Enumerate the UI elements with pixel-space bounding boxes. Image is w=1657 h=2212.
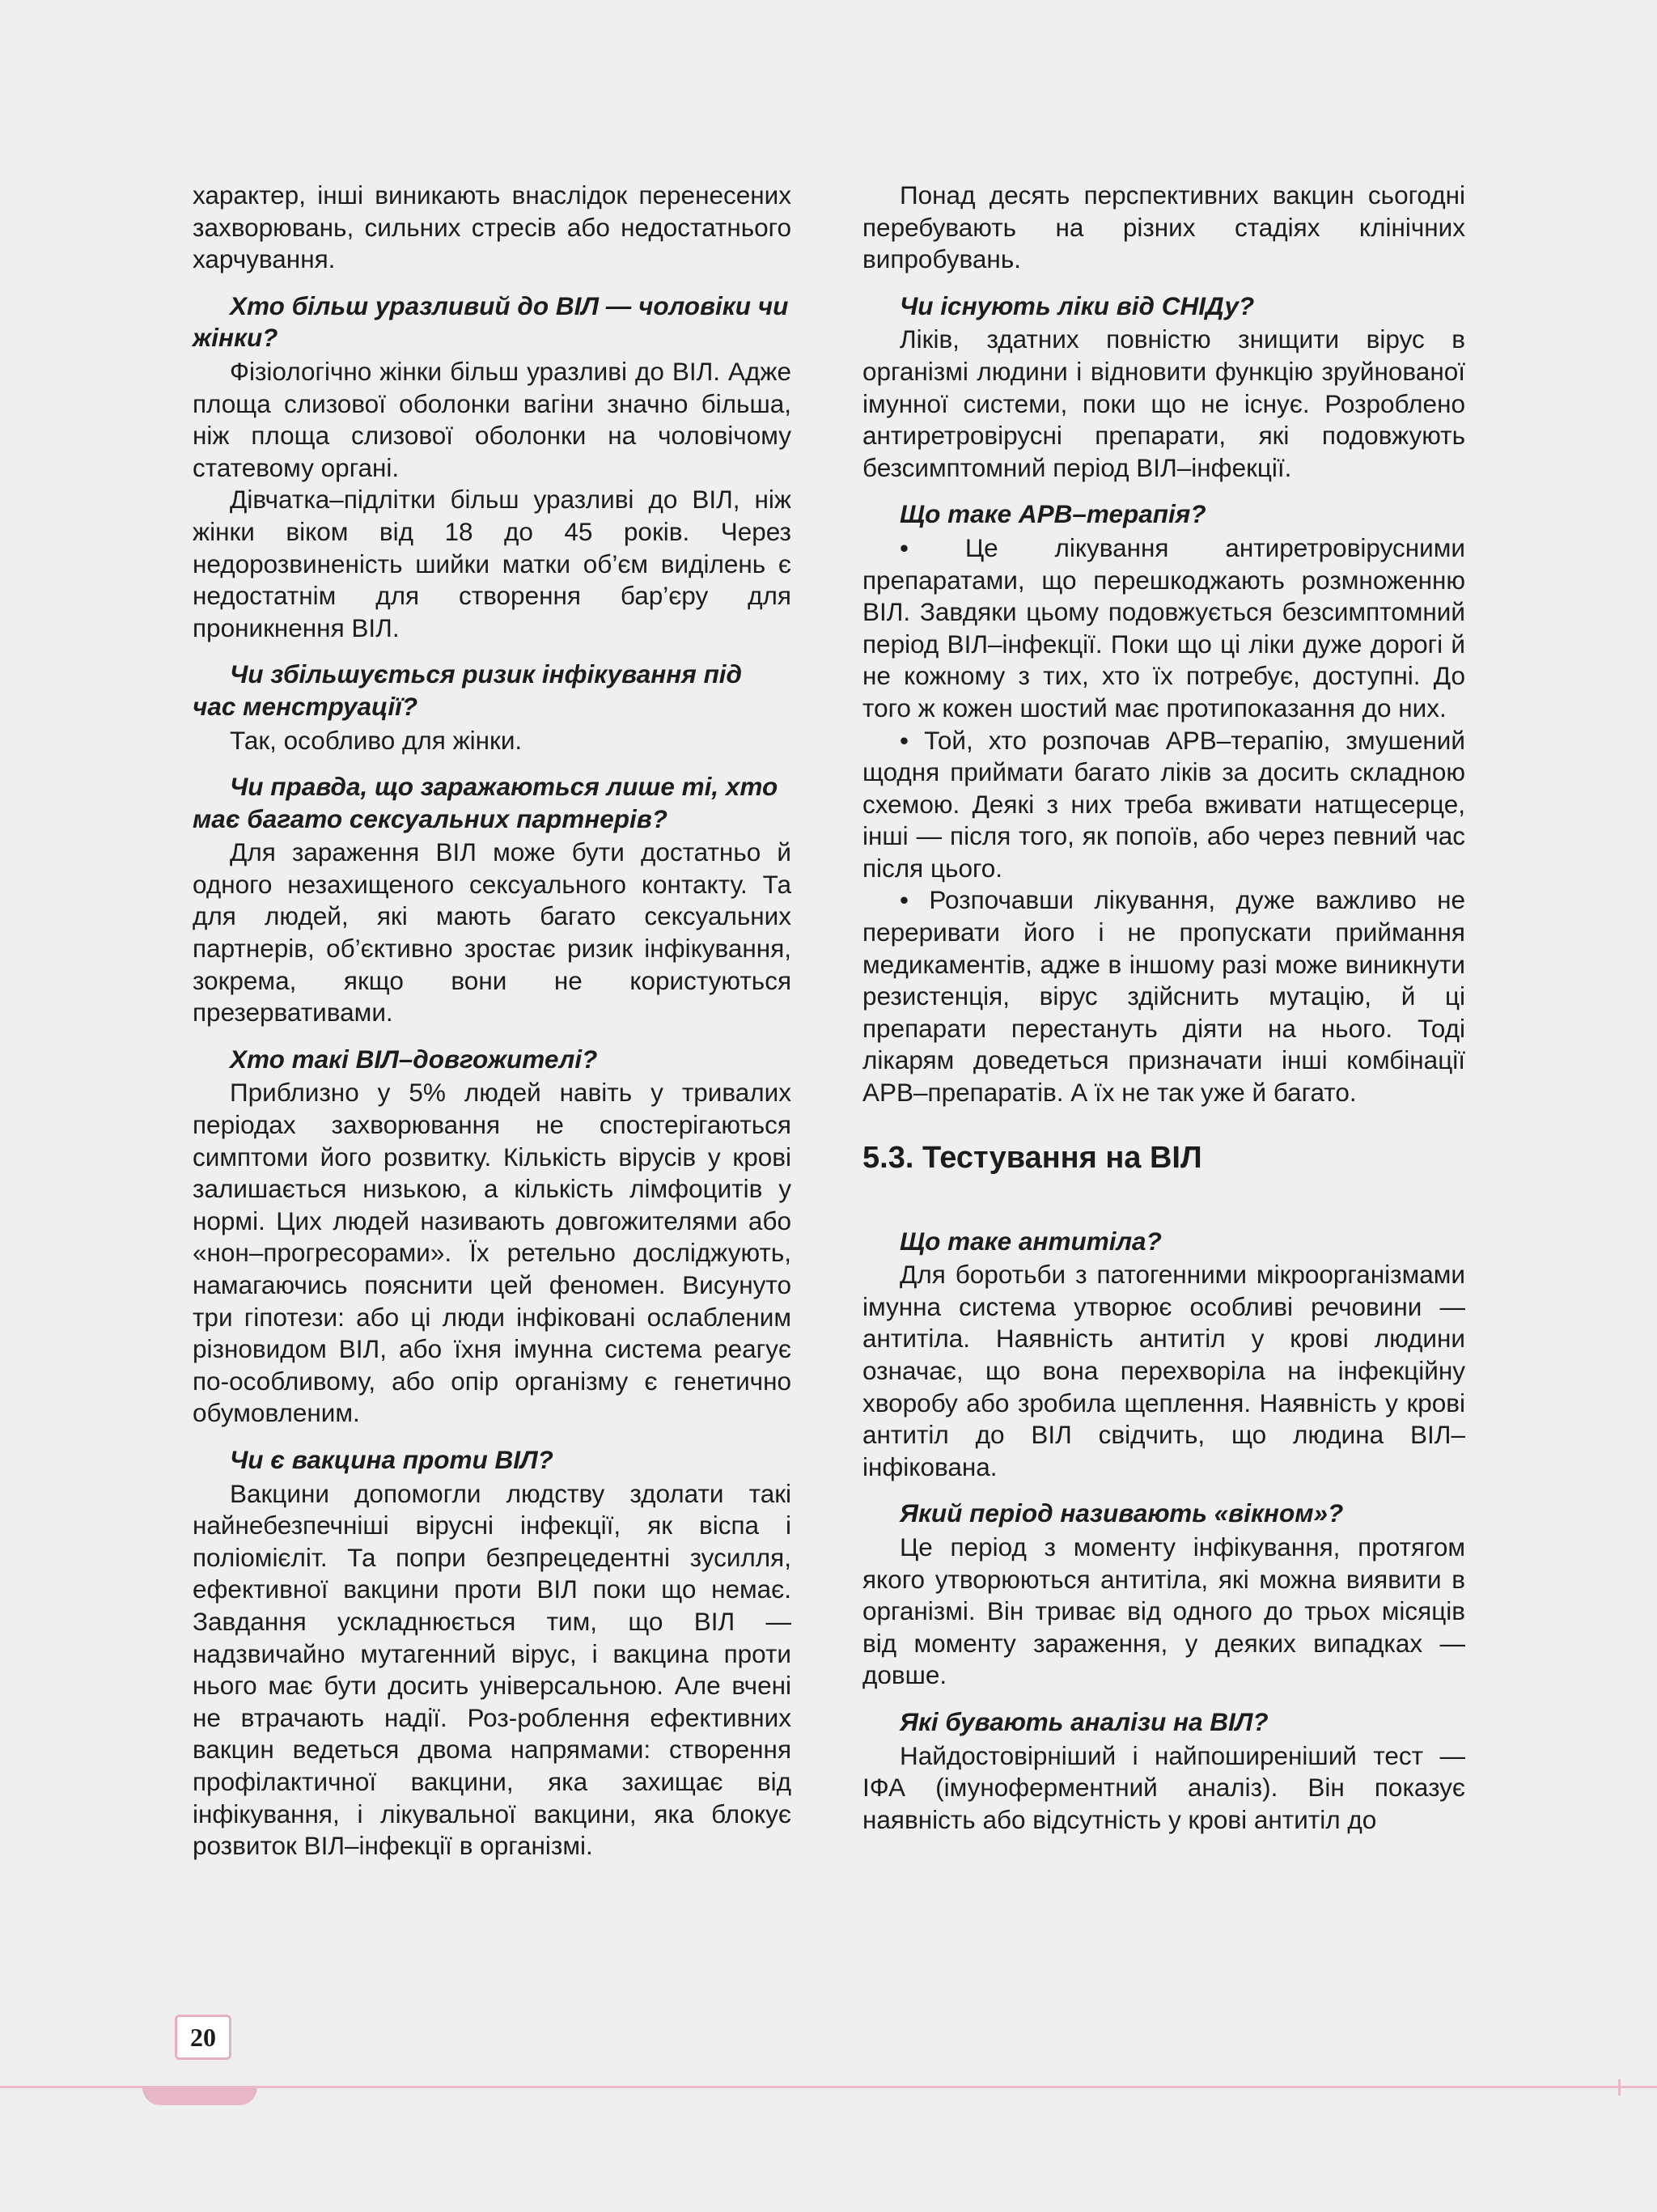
answer-paragraph: Фізіологічно жінки більш уразливі до ВІЛ. Адже площа слизової оболонки вагіни значно більша, ніж площа слизової оболонки на чоловічому статевому органі. — [193, 356, 791, 482]
footer-rule-end — [1618, 2079, 1621, 2095]
question-heading: Чи є вакцина проти ВІЛ? — [230, 1444, 553, 1474]
page-number: 20 — [175, 2015, 231, 2060]
answer-paragraph: Дівчатка–підлітки більш уразливі до ВІЛ, ніж жінки віком від 18 до 45 років. Через недорозвиненість шийки матки об’єм виділень є недостатнім для створення бар’єру для проникнення ВІЛ. — [193, 485, 791, 642]
question-heading: Що таке антитіла? — [900, 1226, 1162, 1256]
left-column — [193, 180, 791, 1862]
answer-paragraph: Для боротьби з патогенними мікроорганізмами імунна система утворює особливі речовини — антитіла. Наявність антитіл у крові людини означає, що вона перехворіла на інфекційну хворобу або зробила щеплення. Наявність у крові антитіл до ВІЛ свідчить, що людина ВІЛ–інфікована. — [862, 1260, 1465, 1481]
answer-paragraph: Це період з моменту інфікування, протягом якого утворюються антитіла, які можна виявити в організмі. Він триває від одного до трьох місяців від моменту зараження, у деяких випадках — довше. — [862, 1532, 1465, 1690]
answer-paragraph: Для зараження ВІЛ може бути достатньо й одного незахищеного сексуального контакту. Та для людей, які мають багато сексуальних партнерів, об’єктивно зростає ризик інфікування, зокрема, якщо вони не користуються презервативами. — [193, 837, 791, 1028]
answer-paragraph: Приблизно у 5% людей навіть у тривалих періодах захворювання не спостерігаються симптоми його розвитку. Кількість вірусів у крові залишається низькою, а кількість лімфоцитів у нормі. Цих людей називають довгожителями або «нон–прогресорами». Їх ретельно досліджують, намагаючись пояснити цей феномен. Висунуто три гіпотези: або ці люди інфіковані ослабленим різновидом ВІЛ, або їхня імунна система реагує по-особливому, або опір організму є генетично обумовленим. — [193, 1078, 791, 1428]
bullet-paragraph: • Той, хто розпочав АРВ–терапію, змушений щодня приймати багато ліків за досить складною схемою. Деякі з них треба вживати натщесерце, інші — після того, як попоїв, або через певний час після цього. — [862, 725, 1465, 883]
section-title: 5.3. Тестування на ВІЛ — [862, 1140, 1202, 1175]
question-heading: Чи існують ліки від СНІДу? — [900, 290, 1255, 320]
question-heading: Хто такі ВІЛ–довгожителі? — [230, 1044, 598, 1074]
footer-tab-decoration — [142, 2087, 257, 2105]
question-heading: Чи правда, що заражаються лише ті, хто має багато сексуальних партнерів? — [193, 772, 778, 833]
question-heading: Хто більш уразливий до ВІЛ — чоловіки чи жінки? — [193, 290, 789, 353]
answer-paragraph: Найдостовірніший і найпоширеніший тест — ІФА (імуноферментний аналіз). Він показує наявність або відсутність у крові антитіл до — [862, 1740, 1465, 1834]
question-heading: Які бувають аналізи на ВІЛ? — [900, 1706, 1269, 1736]
question-heading: Чи збільшується ризик інфікування під час менструації? — [193, 659, 743, 721]
answer-paragraph: Так, особливо для жінки. — [230, 725, 523, 755]
answer-paragraph: Вакцини допомогли людству здолати такі найнебезпечніші вірусні інфекції, як віспа і поліомієліт. Та попри безпрецедентні зусилля, ефективної вакцини проти ВІЛ поки що немає. Завдання ускладнюється тим, що ВІЛ — надзвичайно мутагенний вірус, і вакцина проти нього має бути досить універсальною. Але вчені не втрачають надії. Роз-роблення ефективних вакцин ведеться двома напрямами: створення профілактичної вакцини, яка захищає від інфікування, і лікувальної вакцини, яка блокує розвиток ВІЛ–інфекції в організмі. — [193, 1478, 791, 1861]
answer-paragraph: Ліків, здатних повністю знищити вірус в організмі людини і відновити функцію зруйнованої імунної системи, поки що не існує. Розроблено антиретровірусні препарати, які подовжують безсимптомний період ВІЛ–інфекції. — [862, 324, 1465, 482]
question-heading: Який період називають «вікном»? — [900, 1498, 1344, 1528]
left-intro-paragraph: характер, інші виникають внаслідок перенесених захворювань, сильних стресів або недостатнього харчування. — [193, 180, 791, 274]
bullet-paragraph: • Це лікування антиретровірусними препаратами, що перешкоджають розмноженню ВІЛ. Завдяки цьому подовжується безсимптомний період ВІЛ–інфекції. Поки що ці ліки дуже дорогі й не кожному з тих, хто їх потребує, доступні. До того ж кожен шостий має протипоказання до них. — [862, 532, 1465, 723]
right-intro-paragraph: Понад десять перспективних вакцин сьогодні перебувають на різних стадіях клінічних випробувань. — [862, 180, 1465, 274]
right-column — [862, 180, 1465, 1836]
bullet-paragraph: • Розпочавши лікування, дуже важливо не переривати його і не пропускати приймання медикаментів, адже в іншому разі може виникнути резистенція, вірус здійснить мутацію, й ці препарати перестануть діяти на нього. Тоді лікарям доведеться призначати інші комбінації АРВ–препаратів. А їх не так уже й багато. — [862, 885, 1465, 1108]
question-heading: Що таке АРВ–терапія? — [900, 499, 1206, 529]
